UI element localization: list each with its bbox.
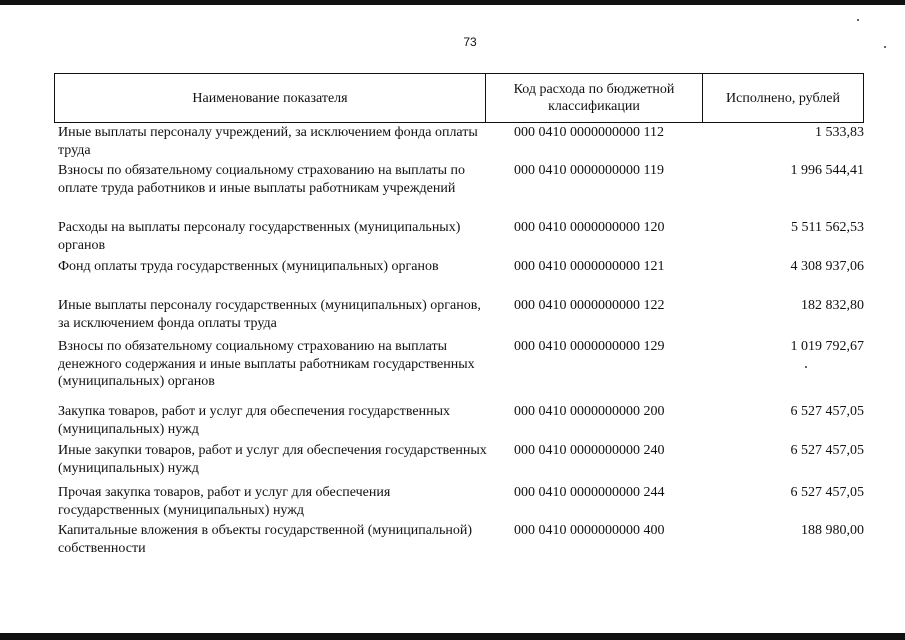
row-executed: 1 533,83: [815, 125, 864, 140]
scan-speck: [884, 46, 886, 48]
row-name: Прочая закупка товаров, работ и услуг для обеспечения государственных (муниципальных) нужд: [58, 485, 391, 518]
row-code: 000 0410 0000000000 400: [514, 523, 665, 538]
row-executed: 1 996 544,41: [790, 163, 864, 178]
row-name: Иные выплаты персоналу учреждений, за исключением фонда оплаты труда: [58, 125, 478, 158]
row-code: 000 0410 0000000000 129: [514, 339, 665, 354]
scan-bottom-border: [0, 633, 905, 640]
header-code: Код расхода по бюджетной классификации: [486, 74, 703, 122]
row-name: Фонд оплаты труда государственных (муниципальных) органов: [58, 259, 439, 274]
header-executed: Исполнено, рублей: [726, 90, 840, 106]
row-executed: 4 308 937,06: [790, 259, 864, 274]
row-executed: 6 527 457,05: [790, 485, 864, 500]
row-name: Взносы по обязательному социальному страхованию на выплаты по оплате труда работников и иные выплаты работникам учреждений: [58, 163, 466, 196]
table-header: [54, 73, 864, 123]
row-code: 000 0410 0000000000 122: [514, 298, 665, 313]
row-code: 000 0410 0000000000 120: [514, 220, 665, 235]
row-code: 000 0410 0000000000 121: [514, 259, 665, 274]
row-executed: 182 832,80: [801, 298, 864, 313]
page-number: 73: [463, 35, 477, 49]
row-name: Расходы на выплаты персоналу государственных (муниципальных) органов: [58, 220, 461, 253]
row-executed: 1 019 792,67: [790, 339, 864, 354]
row-name: Капитальные вложения в объекты государственной (муниципальной) собственности: [58, 523, 473, 556]
row-code: 000 0410 0000000000 244: [514, 485, 665, 500]
header-name: Наименование показателя: [55, 74, 486, 122]
row-code: 000 0410 0000000000 112: [514, 125, 664, 140]
row-executed: 188 980,00: [801, 523, 864, 538]
row-code: 000 0410 0000000000 240: [514, 443, 665, 458]
row-executed: 6 527 457,05: [790, 404, 864, 419]
scan-top-border: [0, 0, 905, 5]
row-name: Иные закупки товаров, работ и услуг для обеспечения государственных (муниципальных) нужд: [58, 443, 487, 476]
row-name: Взносы по обязательному социальному страхованию на выплаты денежного содержания и иные выплаты работникам государственных (муниципальных) органов: [58, 339, 475, 389]
row-code: 000 0410 0000000000 119: [514, 163, 664, 178]
row-name: Иные выплаты персоналу государственных (муниципальных) органов, за исключением фонда оплаты труда: [58, 298, 481, 331]
scan-speck: [805, 366, 807, 368]
row-name: Закупка товаров, работ и услуг для обеспечения государственных (муниципальных) нужд: [58, 404, 451, 437]
row-executed: 5 511 562,53: [791, 220, 864, 235]
row-code: 000 0410 0000000000 200: [514, 404, 665, 419]
scan-speck: [857, 19, 859, 21]
row-executed: 6 527 457,05: [790, 443, 864, 458]
